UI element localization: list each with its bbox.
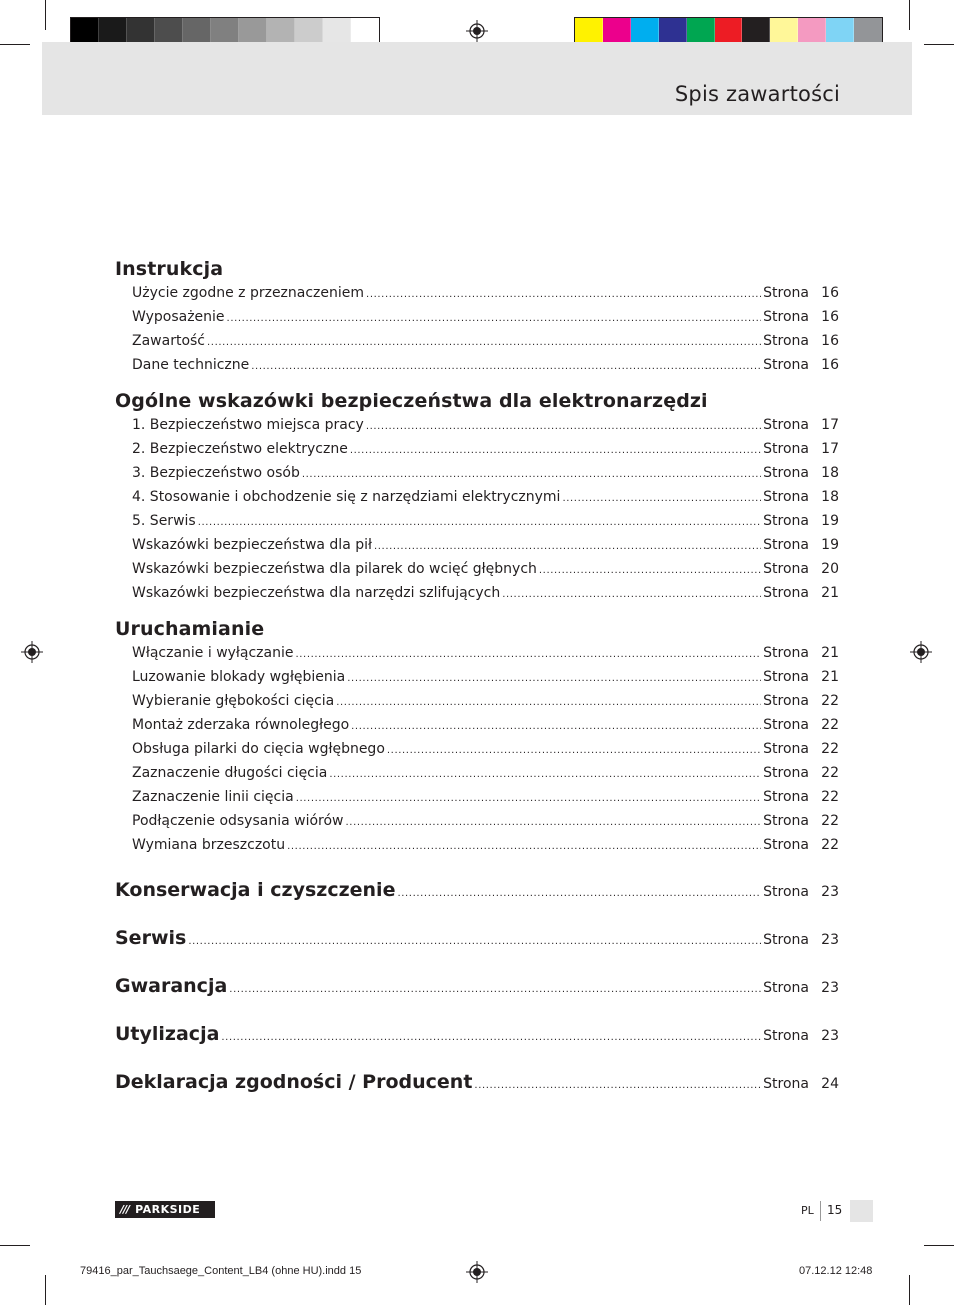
entry-page-word: Strona [763, 765, 809, 781]
dot-leader [296, 644, 762, 666]
entry-page-number: 22 [821, 813, 839, 829]
dot-leader [207, 332, 761, 354]
slug-filename: 79416_par_Tauchsaege_Content_LB4 (ohne HU).indd 15 [80, 1265, 362, 1277]
entry-label: Serwis [115, 927, 187, 949]
entry-page-number: 24 [821, 1076, 839, 1092]
dot-leader [347, 668, 761, 690]
entry-page-word: Strona [763, 357, 809, 373]
color-swatch [295, 18, 323, 44]
toc-entry[interactable] [115, 306, 839, 330]
toc-main-entry[interactable] [115, 1060, 839, 1108]
entry-label: 1. Bezpieczeństwo miejsca pracy [132, 417, 364, 433]
entry-page-number: 23 [821, 932, 839, 948]
entry-page-word: Strona [763, 645, 809, 661]
entry-page-word: Strona [763, 489, 809, 505]
entry-label: Wskazówki bezpieczeństwa dla pił [132, 537, 372, 553]
dot-leader [350, 440, 761, 462]
entry-page-number: 22 [821, 765, 839, 781]
color-swatch [575, 18, 603, 44]
toc-entry[interactable] [115, 762, 839, 786]
dot-leader [302, 464, 761, 486]
entry-label: Zaznaczenie linii cięcia [132, 789, 294, 805]
registration-mark-icon [466, 20, 488, 42]
crop-mark [924, 1245, 954, 1246]
entry-label: 4. Stosowanie i obchodzenie się z narzędziami elektrycznymi [132, 489, 561, 505]
toc-entry[interactable] [115, 738, 839, 762]
entry-page-word: Strona [763, 932, 809, 948]
page-number: 15 [827, 1203, 843, 1217]
entry-label: Podłączenie odsysania wiórów [132, 813, 344, 829]
dot-leader [251, 356, 761, 378]
dot-leader [387, 740, 761, 762]
entry-label: Deklaracja zgodności / Producent [115, 1071, 473, 1093]
entry-page-word: Strona [763, 789, 809, 805]
brand-name: PARKSIDE [135, 1203, 201, 1216]
entry-page-number: 19 [821, 513, 839, 529]
entry-page-number: 23 [821, 1028, 839, 1044]
dot-leader [351, 716, 761, 738]
toc-section [115, 388, 839, 606]
section-title[interactable]: Ogólne wskazówki bezpieczeństwa dla elektronarzędzi [115, 390, 708, 412]
color-swatch [99, 18, 127, 44]
crop-mark [924, 44, 954, 45]
process-color-bar [574, 17, 883, 45]
entry-page-word: Strona [763, 693, 809, 709]
registration-mark-icon [910, 641, 932, 663]
toc-entry[interactable] [115, 510, 839, 534]
entry-page-word: Strona [763, 333, 809, 349]
entry-page-word: Strona [763, 1028, 809, 1044]
entry-label: Utylizacja [115, 1023, 220, 1045]
table-of-contents [115, 256, 839, 1108]
entry-page-number: 22 [821, 741, 839, 757]
color-swatch [183, 18, 211, 44]
crop-mark [0, 1245, 30, 1246]
entry-label: Gwarancja [115, 975, 228, 997]
entry-label: Wymiana brzeszczotu [132, 837, 286, 853]
toc-entry[interactable] [115, 582, 839, 606]
entry-page-word: Strona [763, 309, 809, 325]
section-title[interactable]: Instrukcja [115, 258, 224, 280]
entry-page-word: Strona [763, 741, 809, 757]
entry-page-word: Strona [763, 441, 809, 457]
color-swatch [211, 18, 239, 44]
toc-main-entry[interactable] [115, 916, 839, 964]
color-swatch [659, 18, 687, 44]
entry-page-word: Strona [763, 1076, 809, 1092]
color-swatch [71, 18, 99, 44]
dot-leader [221, 1016, 761, 1060]
entry-page-word: Strona [763, 980, 809, 996]
entry-label: Konserwacja i czyszczenie [115, 879, 396, 901]
entry-page-number: 16 [821, 285, 839, 301]
dot-leader [374, 536, 761, 558]
crop-mark [909, 1275, 910, 1305]
color-swatch [323, 18, 351, 44]
dot-leader [474, 1064, 761, 1108]
entry-page-word: Strona [763, 417, 809, 433]
color-swatch [239, 18, 267, 44]
toc-entry[interactable] [115, 810, 839, 834]
entry-label: Zaznaczenie długości cięcia [132, 765, 328, 781]
registration-mark-icon [466, 1261, 488, 1283]
toc-entry[interactable] [115, 558, 839, 582]
dot-leader [562, 488, 761, 510]
entry-page-word: Strona [763, 285, 809, 301]
toc-entry[interactable] [115, 690, 839, 714]
entry-label: Wskazówki bezpieczeństwa dla narzędzi szlifujących [132, 585, 501, 601]
toc-main-entry[interactable] [115, 1012, 839, 1060]
color-swatch [603, 18, 631, 44]
entry-label: 5. Serwis [132, 513, 196, 529]
entry-page-word: Strona [763, 884, 809, 900]
dot-leader [366, 284, 761, 306]
language-code: PL [801, 1204, 814, 1217]
logo-stripes-icon: /// [120, 1203, 130, 1216]
entry-page-number: 18 [821, 489, 839, 505]
color-swatch [155, 18, 183, 44]
toc-entry[interactable] [115, 714, 839, 738]
dot-leader [188, 920, 761, 964]
entry-page-number: 23 [821, 980, 839, 996]
color-swatch [687, 18, 715, 44]
color-swatch [715, 18, 743, 44]
entry-page-number: 23 [821, 884, 839, 900]
toc-section [115, 616, 839, 858]
toc-main-entry[interactable] [115, 868, 839, 916]
entry-page-number: 21 [821, 585, 839, 601]
color-swatch [770, 18, 798, 44]
dot-leader [336, 692, 761, 714]
entry-page-number: 22 [821, 693, 839, 709]
dot-leader [329, 764, 761, 786]
toc-section [115, 256, 839, 378]
toc-entry[interactable] [115, 282, 839, 306]
dot-leader [502, 584, 761, 606]
divider [820, 1201, 821, 1221]
entry-page-number: 22 [821, 837, 839, 853]
entry-page-number: 18 [821, 465, 839, 481]
toc-entry[interactable] [115, 786, 839, 810]
dot-leader [366, 416, 761, 438]
entry-page-number: 21 [821, 645, 839, 661]
section-title[interactable]: Uruchamianie [115, 618, 265, 640]
entry-page-number: 20 [821, 561, 839, 577]
entry-label: Włączanie i wyłączanie [132, 645, 294, 661]
crop-mark [909, 0, 910, 30]
toc-entry[interactable] [115, 486, 839, 510]
entry-page-word: Strona [763, 561, 809, 577]
entry-page-word: Strona [763, 537, 809, 553]
entry-label: Wskazówki bezpieczeństwa dla pilarek do wcięć głębnych [132, 561, 537, 577]
color-swatch [267, 18, 295, 44]
gray-color-bar [70, 17, 380, 45]
entry-page-number: 21 [821, 669, 839, 685]
registration-mark-icon [21, 641, 43, 663]
entry-page-number: 16 [821, 357, 839, 373]
entry-label: Użycie zgodne z przeznaczeniem [132, 285, 365, 301]
entry-page-word: Strona [763, 813, 809, 829]
color-swatch [631, 18, 659, 44]
parkside-logo [115, 1201, 215, 1218]
dot-leader [227, 308, 762, 330]
dot-leader [346, 812, 762, 834]
entry-page-word: Strona [763, 837, 809, 853]
toc-main-entry[interactable] [115, 964, 839, 1012]
entry-page-number: 17 [821, 417, 839, 433]
toc-entry[interactable] [115, 354, 839, 378]
toc-entry[interactable] [115, 330, 839, 354]
crop-mark [0, 44, 30, 45]
page-tab [850, 1200, 873, 1222]
entry-page-word: Strona [763, 585, 809, 601]
dot-leader [397, 872, 761, 916]
entry-page-number: 17 [821, 441, 839, 457]
toc-entry[interactable] [115, 462, 839, 486]
entry-page-word: Strona [763, 717, 809, 733]
toc-entry[interactable] [115, 534, 839, 558]
entry-page-number: 22 [821, 789, 839, 805]
color-swatch [854, 18, 882, 44]
entry-page-number: 22 [821, 717, 839, 733]
toc-entry[interactable] [115, 414, 839, 438]
entry-page-number: 19 [821, 537, 839, 553]
color-swatch [742, 18, 770, 44]
entry-label: 2. Bezpieczeństwo elektryczne [132, 441, 348, 457]
entry-label: 3. Bezpieczeństwo osób [132, 465, 300, 481]
toc-entry[interactable] [115, 666, 839, 690]
color-swatch [127, 18, 155, 44]
page-title: Spis zawartości [674, 82, 840, 106]
entry-page-number: 16 [821, 309, 839, 325]
entry-label: Zawartość [132, 333, 206, 349]
entry-page-word: Strona [763, 669, 809, 685]
entry-label: Obsługa pilarki do cięcia wgłębnego [132, 741, 385, 757]
entry-page-number: 16 [821, 333, 839, 349]
entry-label: Wyposażenie [132, 309, 225, 325]
color-swatch [351, 18, 379, 44]
toc-entry[interactable] [115, 834, 839, 858]
entry-label: Dane techniczne [132, 357, 250, 373]
crop-mark [45, 0, 46, 30]
crop-mark [45, 1275, 46, 1305]
dot-leader [198, 512, 761, 534]
dot-leader [229, 968, 761, 1012]
toc-entry[interactable] [115, 642, 839, 666]
slug-timestamp: 07.12.12 12:48 [799, 1265, 873, 1277]
dot-leader [287, 836, 761, 858]
entry-label: Montaż zderzaka równoległego [132, 717, 350, 733]
dot-leader [296, 788, 761, 810]
color-swatch [798, 18, 826, 44]
color-swatch [826, 18, 854, 44]
dot-leader [539, 560, 761, 582]
entry-label: Luzowanie blokady wgłębienia [132, 669, 346, 685]
entry-label: Wybieranie głębokości cięcia [132, 693, 335, 709]
entry-page-word: Strona [763, 513, 809, 529]
toc-entry[interactable] [115, 438, 839, 462]
entry-page-word: Strona [763, 465, 809, 481]
